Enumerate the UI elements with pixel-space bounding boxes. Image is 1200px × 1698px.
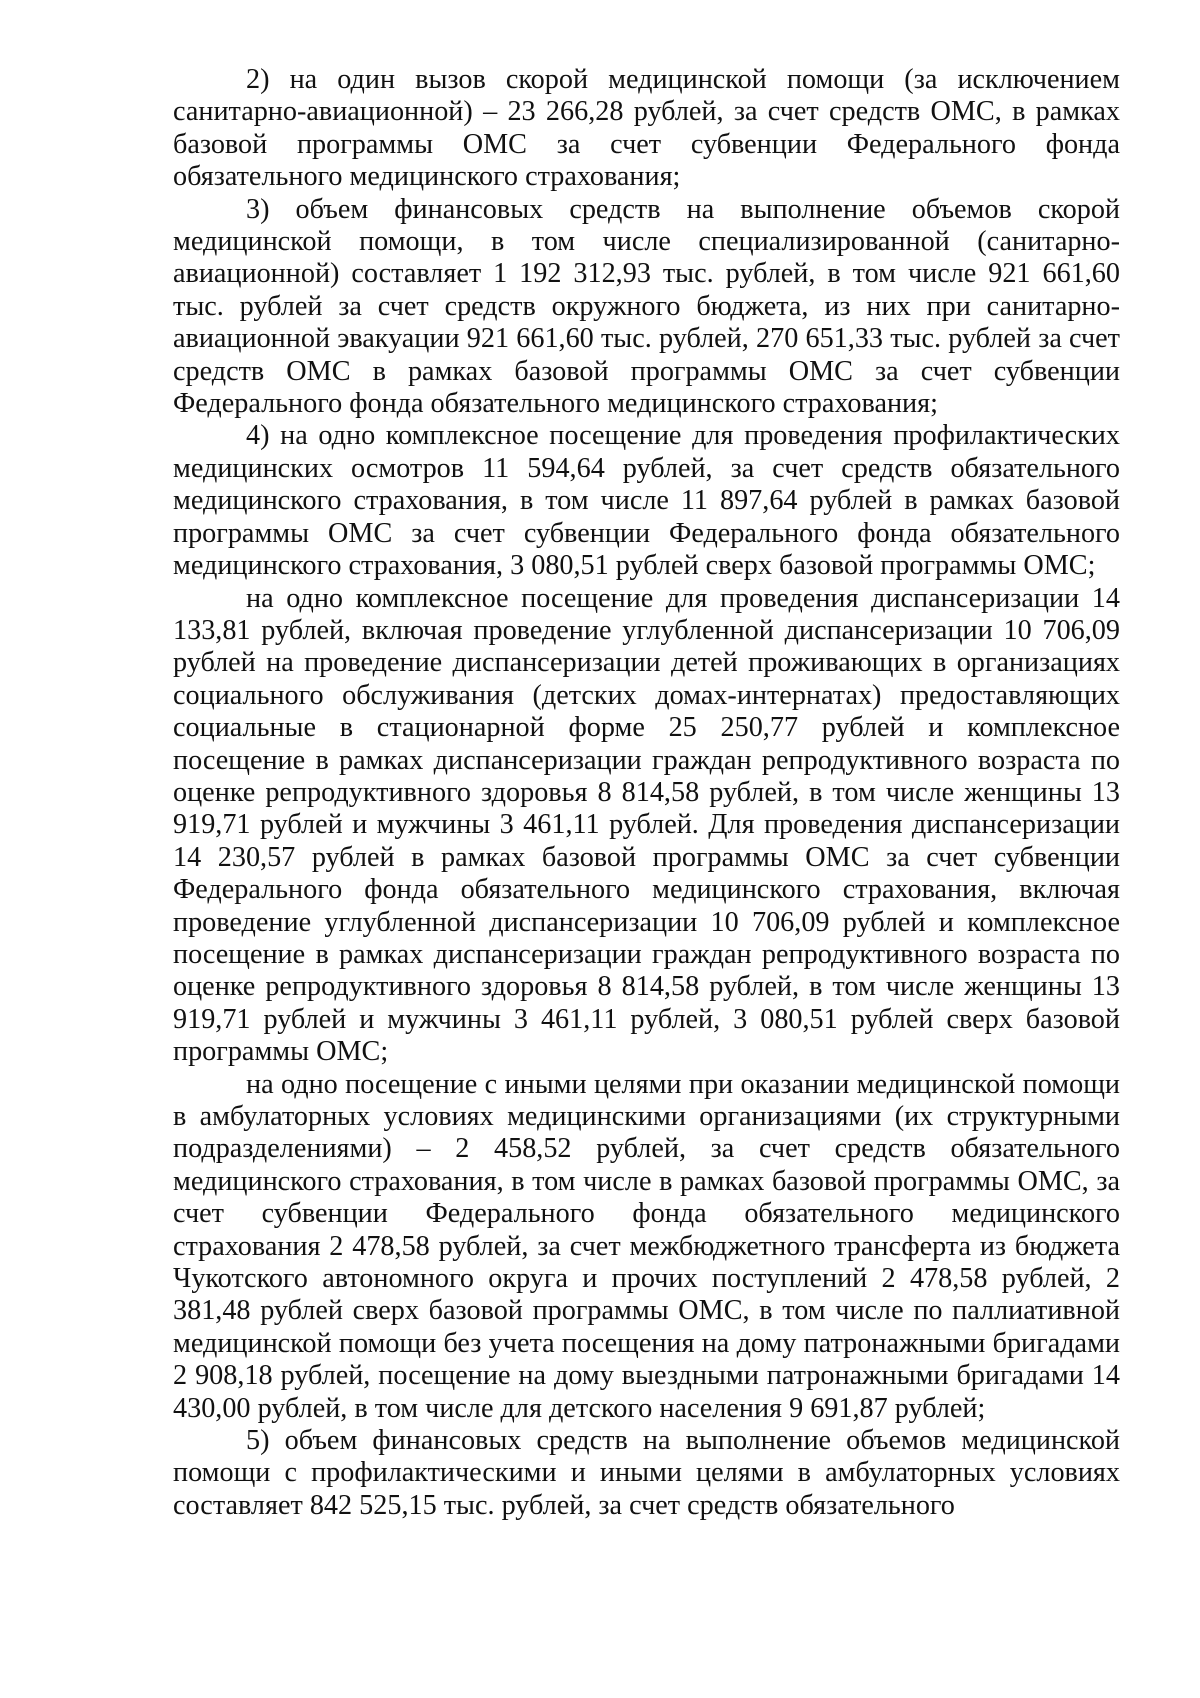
- body-text: [173, 64, 1120, 1522]
- paragraph-item-4-preventive-exams: 4) на одно комплексное посещение для проведения профилактических медицинских осмотров 11 594,64 рублей, за счет средств обязательного медицинского страхования, в том числе 11 897,64 рублей в рамках базовой программы ОМС за счет субвенции Федерального фонда обязательного медицинского страхования, 3 080,51 рублей сверх базовой программы ОМС;: [173, 420, 1120, 582]
- paragraph-item-5-outpatient-funding: 5) объем финансовых средств на выполнение объемов медицинской помощи с профилактическими и иными целями в амбулаторных условиях составляет 842 525,15 тыс. рублей, за счет средств обязательного: [173, 1425, 1120, 1521]
- paragraph-item-3-ambulance-funding: 3) объем финансовых средств на выполнение объемов скорой медицинской помощи, в том числе специализированной (санитарно-авиационной) составляет 1 192 312,93 тыс. рублей, в том числе 921 661,60 тыс. рублей за счет средств окружного бюджета, из них при санитарно-авиационной эвакуации 921 661,60 тыс. рублей, 270 651,33 тыс. рублей за счет средств ОМС в рамках базовой программы ОМС за счет субвенции Федерального фонда обязательного медицинского страхования;: [173, 193, 1120, 420]
- paragraph-dispensarization: на одно комплексное посещение для проведения диспансеризации 14 133,81 рублей, включая проведение углубленной диспансеризации 10 706,09 рублей на проведение диспансеризации детей проживающих в организациях социального обслуживания (детских домах-интернатах) предоставляющих социальные в стационарной форме 25 250,77 рублей и комплексное посещение в рамках диспансеризации граждан репродуктивного возраста по оценке репродуктивного здоровья 8 814,58 рублей, в том числе женщины 13 919,71 рублей и мужчины 3 461,11 рублей. Для проведения диспансеризации 14 230,57 рублей в рамках базовой программы ОМС за счет субвенции Федерального фонда обязательного медицинского страхования, включая проведение углубленной диспансеризации 10 706,09 рублей и комплексное посещение в рамках диспансеризации граждан репродуктивного возраста по оценке репродуктивного здоровья 8 814,58 рублей, в том числе женщины 13 919,71 рублей и мужчины 3 461,11 рублей, 3 080,51 рублей сверх базовой программы ОМС;: [173, 582, 1120, 1068]
- paragraph-item-2-ambulance-call: 2) на один вызов скорой медицинской помощи (за исключением санитарно-авиационной) – 23 266,28 рублей, за счет средств ОМС, в рамках базовой программы ОМС за счет субвенции Федерального фонда обязательного медицинского страхования;: [173, 64, 1120, 193]
- paragraph-other-visits: на одно посещение с иными целями при оказании медицинской помощи в амбулаторных условиях медицинскими организациями (их структурными подразделениями) – 2 458,52 рублей, за счет средств обязательного медицинского страхования, в том числе в рамках базовой программы ОМС, за счет субвенции Федерального фонда обязательного медицинского страхования 2 478,58 рублей, за счет межбюджетного трансферта из бюджета Чукотского автономного округа и прочих поступлений 2 478,58 рублей, 2 381,48 рублей сверх базовой программы ОМС, в том числе по паллиативной медицинской помощи без учета посещения на дому патронажными бригадами 2 908,18 рублей, посещение на дому выездными патронажными бригадами 14 430,00 рублей, в том числе для детского населения 9 691,87 рублей;: [173, 1068, 1120, 1424]
